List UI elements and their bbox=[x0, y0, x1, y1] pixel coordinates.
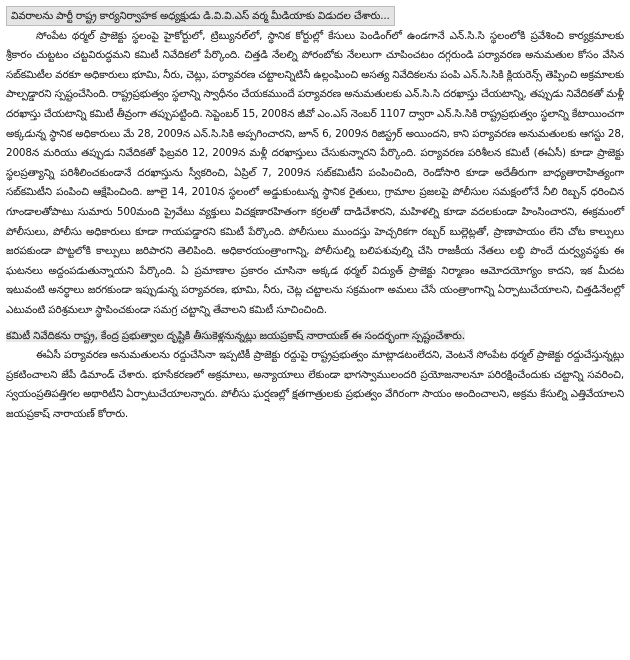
paragraph-report-forwarding bbox=[6, 327, 624, 347]
paragraph-report-forwarding-text: కమిటీ నివేదికను రాష్ట్ర, కేంద్ర ప్రభుత్వాల దృష్టికి తీసుకెళ్లనున్నట్లు జయప్రకాష్ నారాయణ్ ఈ సందర్భంగా స్పష్టంచేశారు. bbox=[6, 329, 465, 342]
article-title: వివరాలను పార్టీ రాష్ట్ర కార్యనిర్వాహక అధ్యక్షుడు డి.వి.వి.ఎస్ వర్మ మీడియాకు విడుదల చేశారు... bbox=[6, 6, 395, 26]
paragraph-demands: ఈఏసీ పర్యావరణ అనుమతులను రద్దుచేసినా ఇప్పటికీ ప్రాజెక్టు రద్దుపై రాష్ట్రప్రభుత్వం మాట్లాడటంలేదని, వెంటనే సోంపేట థర్మల్ ప్రాజెక్టు రద్దుచేస్తున్నట్లు ప్రకటించాలని జేపీ డిమాండ్ చేశారు. భూసేకరణలో అక్రమాలు, అన్యాయాలు లేకుండా భాగస్వాములందరి ప్రయోజనాలనూ పరిరక్షించేందుకు చట్టాన్ని సవరించి, స్వయంప్రతిపత్తిగల అథారిటీని ఏర్పాటుచేయాలన్నారు. పోలీసు ఘర్షణల్లో క్షతగాత్రులకు ప్రభుత్వం వేగిరంగా సాయం అందించాలని, అక్రమ కేసుల్ని ఎత్తివేయాలని జయప్రకాష్ నారాయణ్ కోరారు. bbox=[6, 349, 624, 420]
paragraph-committee-findings: సోంపేట థర్మల్ ప్రాజెక్టు స్థలంపై హైకోర్టులో, ట్రిబ్యునల్‌లో, స్థానిక కోర్టుల్లో కేసులు పెండింగ్‌లో ఉండగానే ఎన్.సి.సి స్థలంలోకి ప్రవేశించి కార్యక్రమాలకు శ్రీకారం చుట్టటం చట్టవిరుద్ధమని కమిటీ నివేదికలో పేర్కొంది. చిత్తడి నేలల్ని పోరంబోకు నేలలుగా చూపించటం దగ్గరుండి పర్యావరణ అనుమతుల కోసం వేసిన సబ్‌కమిటీల వరకూ అధికారులు భూమి, నీరు, చెట్లు, పర్యావరణ చట్టాలన్నిటినీ ఉల్లంఘించి అసత్య నివేదికలను పంపి ఎన్.సి.సికి క్లియరెన్స్ తెప్పించి అక్రమాలకు పాల్పడ్డారని స్పష్టంచేసింది. రాష్ట్రప్రభుత్వం స్థలాన్ని స్వాధీనం చేయకముందే పర్యావరణ అనుమతులకు ఎన్.సి.సి దరఖాస్తు చేయటాన్ని, తప్పుడు నివేదికతో మళ్లీ దరఖాస్తు చేయటాన్ని కమిటీ తీవ్రంగా తప్పుపట్టింది. సెప్టెంబర్ 15, 2008న జీవో ఎం.ఎస్ నెంబర్ 1107 ద్వారా ఎన్.సి.సికి రాష్ట్రప్రభుత్వం స్థలాన్ని కేటాయించగా అక్కడున్న స్థానిక అధికారులు మే 28, 2009న ఎన్.సి.సికి అప్పగించారని, జూన్ 6, 2009న రిజిస్ట్రర్ అయిందని, కాని పర్యావరణ అనుమతులకు ఆగస్టు 28, 2008న మరియు తప్పుడు నివేదికతో ఫిబ్రవరి 12, 2009న మళ్లీ దరఖాస్తులు చేసుకున్నారని పేర్కొంది. పర్యావరణ పరిశీలన కమిటీ (ఈఏసీ) కూడా ప్రాజెక్టు స్థలప్రత్యాన్ని పరిశీలించకుండానే దరఖాస్తును స్వీకరించి, ఏప్రిల్ 7, 2009న సబ్‌కమిటీని పంపించింది, రెండోసారి కూడా అదేతీరుగా బాధ్యతారాహిత్యంగా సబ్‌కమిటీని పంపించి ఆక్షేపించింది. జూలై 14, 2010న స్థలంలో అడ్డుకుంటున్న స్థానిక రైతులు, గ్రామాల ప్రజలపై పోలీసుల సమక్షంలోనే నీలి రిబ్బన్ ధరించిన గూండాలతోపాటు సుమారు 500మంది ప్రైవేటు వ్యక్తులు విచక్షణారహితంగా కర్రలతో దాడిచేశారని, మహిళల్ని కూడా వదలకుండా హింసించారని, ఈక్రమంలో పోలీసులు, పోలీసు అధికారులు కూడా గాయపడ్డారని కమిటీ పేర్కొంది. పోలీసులు ముందస్తు హెచ్చరికగా రబ్బర్ బుల్లెట్లతో, ప్రాణాపాయం లేని చోట కాల్పులు జరపకుండా పొట్టలోకి కాల్పులు జరిపారని తెలిపింది. అధికారయంత్రాంగాన్ని, పోలీసుల్ని బలిపశువుల్ని చేసి రాజకీయ నేతలు లబ్ధి పొందే దుర్వ్యవస్థకు ఈ ఘటనలు అద్దంపడుతున్నాయని పేర్కొంది. ఏ ప్రమాణాల ప్రకారం చూసినా అక్కడ థర్మల్ విద్యుత్ ప్రాజెక్టు నిర్మాణం ఆమోదయోగ్యం కాదని, ఇక మీదట ఇటువంటి అనర్థాలు జరగకుండా ఇప్పుడున్న పర్యావరణ, భూమి, నీరు, చెట్ల చట్టాలను సక్రమంగా అమలు చేసే యంత్రాంగాన్ని ఏర్పాటుచేయాలని, చిత్తడినేలల్లో ఎటువంటి పరిశ్రమలూ స్థాపించకుండా సమగ్ర చట్టాన్ని తేవాలని కమిటీ సూచించింది. bbox=[6, 29, 624, 316]
